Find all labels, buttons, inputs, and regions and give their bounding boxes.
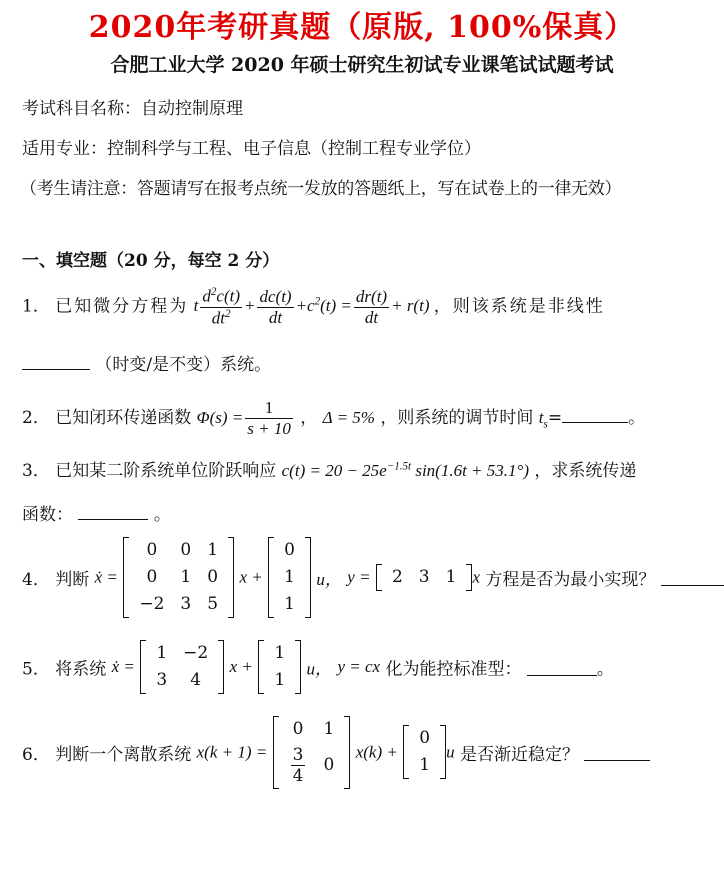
question-number: 3．: [22, 461, 50, 481]
question-number: 4．: [22, 569, 50, 590]
exam-subject: 考试科目名称：自动控制原理: [22, 99, 243, 119]
period: 。: [596, 659, 614, 680]
matrix-c: 2 3 1: [376, 564, 472, 591]
matrix-a: 0 0 1 0 1 0 −2 3 5: [123, 537, 234, 618]
period: 。: [153, 505, 171, 525]
exam-subtitle: 合肥工业大学 2020 年硕士研究生初试专业课笔试试题考试: [110, 54, 614, 76]
question-number: 1．: [22, 296, 50, 317]
output-equation: y = cx: [337, 656, 381, 676]
question-4: [22, 537, 724, 618]
exam-banner: 2020年考研真题（原版, 100%保真）: [88, 10, 636, 45]
matrix-a: 1 −2 3 4: [140, 640, 224, 694]
question-text: ，则该系统是非线性: [433, 296, 605, 317]
question-number: 2．: [22, 407, 50, 428]
answer-blank[interactable]: [661, 568, 724, 586]
question-text: 已知闭环传递函数: [55, 407, 192, 428]
question-text: 是否渐近稳定？: [460, 744, 579, 765]
question-text: （时变/是不变）系统。: [95, 355, 272, 375]
answer-blank[interactable]: [527, 658, 597, 676]
x-dot-symbol: ẋ =: [94, 567, 118, 587]
question-6: [22, 716, 650, 789]
settling-time-symbol: $t_s$: [538, 407, 548, 431]
question-text: 函数：: [22, 505, 73, 525]
matrix-b: 0 1 1: [268, 537, 311, 618]
delta-value: Δ = 5%: [322, 407, 375, 427]
u-symbol: u: [446, 742, 455, 762]
transfer-function: Φ(s) = $\frac{1}{s + 10}$: [196, 398, 291, 439]
question-text: 化为能控标准型：: [385, 659, 522, 680]
question-text: 判断: [55, 569, 90, 590]
u-symbol: u，: [316, 569, 342, 589]
differential-equation: t $\frac{d^2c(t)}{dt^2}$ + $\frac{dc(t)}{dt}$ $+c^2(t)$ = $\frac{dr(t)}{dt}$ + r(t): [193, 286, 434, 328]
question-5: [22, 640, 614, 694]
answer-blank[interactable]: [22, 352, 90, 370]
x-plus-symbol: x +: [229, 656, 253, 676]
question-2: [22, 398, 645, 440]
question-3: [22, 456, 636, 481]
answer-blank[interactable]: [584, 743, 650, 761]
question-text: 已知某二阶系统单位阶跃响应: [55, 461, 277, 481]
question-text: ，求系统传递: [534, 461, 637, 481]
question-1: [22, 286, 605, 329]
x-dot-symbol: ẋ =: [111, 656, 135, 676]
answer-blank[interactable]: [78, 502, 148, 520]
equals-sign: =: [547, 407, 563, 428]
matrix-a: 0 1 $\frac{3}{4}$ 0: [273, 716, 351, 789]
x-symbol: x: [472, 567, 480, 587]
answer-blank[interactable]: [562, 405, 628, 423]
question-text: 方程是否为最小实现？: [485, 569, 656, 590]
question-1-line-2: [22, 350, 271, 375]
matrix-b: 0 1: [403, 725, 446, 779]
question-text: 已知微分方程为: [55, 296, 189, 317]
question-text: 判断一个离散系统: [55, 744, 192, 765]
step-response: $c(t) = 20 - 25e^{-1.5t}$ sin(1.6t + 53.1°): [281, 460, 529, 480]
section-heading: 一、填空题（20 分，每空 2 分）: [22, 251, 280, 271]
question-text: ，: [300, 407, 318, 428]
x-plus-symbol: x +: [239, 567, 263, 587]
question-number: 6．: [22, 744, 50, 765]
applicable-major: 适用专业：控制科学与工程、电子信息（控制工程专业学位）: [22, 139, 481, 159]
discrete-lhs: x(k + 1) =: [196, 742, 268, 762]
xk-plus-symbol: x(k) +: [355, 742, 398, 762]
question-3-line-2: [22, 500, 171, 525]
u-symbol: u，: [306, 659, 333, 679]
matrix-b: 1 1: [258, 640, 301, 694]
output-equation: y =: [347, 567, 371, 587]
exam-notice: （考生请注意：答题请写在报考点统一发放的答题纸上，写在试卷上的一律无效）: [20, 179, 622, 199]
question-text: 将系统: [55, 659, 107, 680]
question-number: 5．: [22, 659, 50, 680]
period: 。: [628, 407, 646, 428]
question-text: ，则系统的调节时间: [380, 407, 534, 428]
